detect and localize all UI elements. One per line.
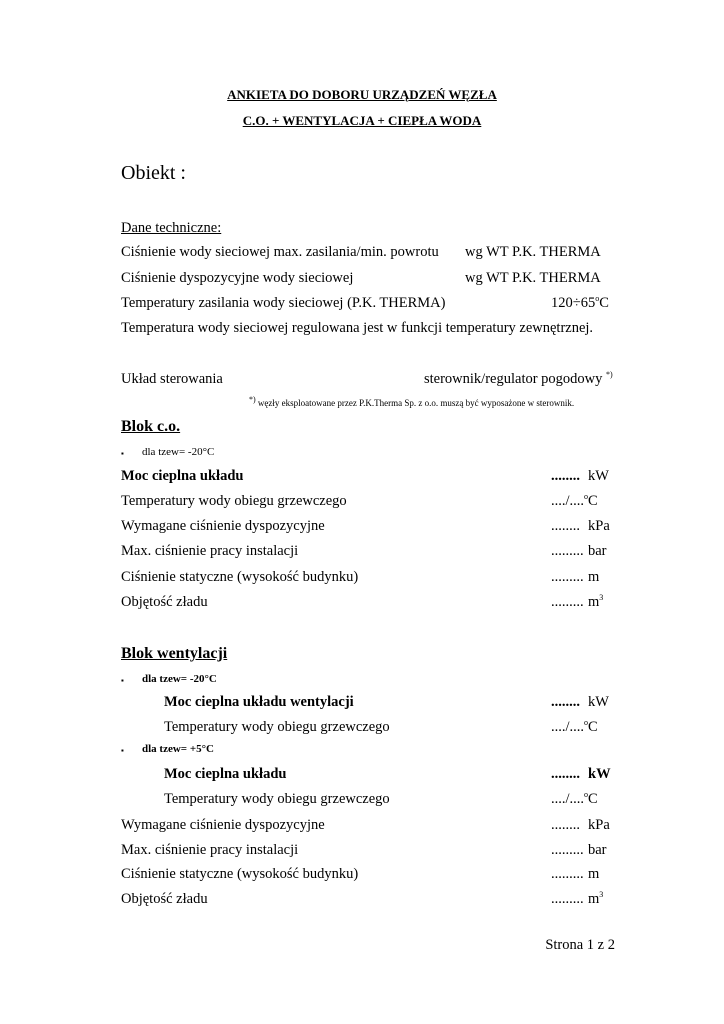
went-row-label: Wymagane ciśnienie dyspozycyjne [121, 817, 325, 833]
tech-row-label: Ciśnienie wody sieciowej max. zasilania/min. powrotu [121, 244, 439, 260]
tech-row-value: wg WT P.K. THERMA [465, 270, 601, 286]
went-row-unit: bar [588, 842, 607, 858]
went-row-dots: ........ [551, 766, 580, 782]
tech-row-value: $120\div 65^oC$ [551, 294, 609, 311]
co-row-label: Wymagane ciśnienie dyspozycyjne [121, 518, 325, 534]
document-title-line1: ANKIETA DO DOBORU URZĄDZEŃ WĘZŁA [227, 87, 497, 102]
co-row-unit: kPa [588, 518, 610, 534]
went-row-dots: ......... [551, 866, 584, 882]
went-row-label: Temperatury wody obiegu grzewczego [164, 719, 390, 735]
went-row-dots: ........ [551, 817, 580, 833]
went-row-unit: kW [588, 694, 609, 710]
bullet-icon: ▪ [121, 676, 124, 685]
went-row-label: Ciśnienie statyczne (wysokość budynku) [121, 866, 359, 882]
obiekt-label: Obiekt : [121, 162, 186, 184]
control-label: Układ sterowania [121, 371, 223, 387]
went-condition-2: dla tzew= +5°C [142, 743, 214, 755]
co-row-dots: ......... [551, 594, 584, 610]
went-row-dots: ......... [551, 891, 584, 907]
co-row-label: Ciśnienie statyczne (wysokość budynku) [121, 569, 359, 585]
went-row-value: ..../....$^o$C [551, 718, 598, 735]
tech-row-value: wg WT P.K. THERMA [465, 244, 601, 260]
went-row-unit: kW [588, 766, 611, 782]
co-row-unit: kW [588, 468, 609, 484]
co-row-label: Max. ciśnienie pracy instalacji [121, 543, 299, 559]
co-row-value: ..../....$^o$C [551, 492, 598, 509]
co-row-unit: bar [588, 543, 607, 559]
went-row-label: Moc cieplna układu [164, 766, 287, 782]
co-row-unit: $m^3$ [588, 593, 604, 610]
co-row-label: Temperatury wody obiegu grzewczego [121, 493, 347, 509]
tech-row-label: Temperatury zasilania wody sieciowej (P.K. THERMA) [121, 295, 446, 311]
went-row-unit: $m^3$ [588, 890, 604, 907]
went-row-unit: kPa [588, 817, 610, 833]
co-row-label: Objętość zładu [121, 594, 208, 610]
blok-co-heading: Blok c.o. [121, 418, 181, 435]
tech-note: Temperatura wody sieciowej regulowana jest w funkcji temperatury zewnętrznej. [121, 320, 594, 336]
control-footnote: *) węzły eksploatowane przez P.K.Therma Sp. z o.o. muszą być wyposażone w sterownik. [249, 395, 575, 408]
bullet-icon: ▪ [121, 746, 124, 755]
went-row-dots: ........ [551, 694, 580, 710]
co-row-dots: ......... [551, 543, 584, 559]
went-row-value: ..../....$^o$C [551, 790, 598, 807]
blok-co-condition: dla tzew= -20°C [142, 446, 215, 458]
co-row-unit: m [588, 569, 600, 585]
tech-heading: Dane techniczne: [121, 220, 222, 236]
co-row-dots: ......... [551, 569, 584, 585]
bullet-icon: ▪ [121, 449, 124, 458]
went-row-unit: m [588, 866, 600, 882]
went-condition-1: dla tzew= -20°C [142, 673, 217, 685]
went-row-label: Objętość zładu [121, 891, 208, 907]
tech-row-label: Ciśnienie dyspozycyjne wody sieciowej [121, 270, 354, 286]
control-value: sterownik/regulator pogodowy *) [424, 370, 613, 387]
blok-went-heading: Blok wentylacji [121, 645, 228, 662]
document-title-line2: C.O. + WENTYLACJA + CIEPŁA WODA [242, 113, 482, 128]
went-row-dots: ......... [551, 842, 584, 858]
co-row-dots: ........ [551, 518, 580, 534]
went-row-label: Temperatury wody obiegu grzewczego [164, 791, 390, 807]
co-row-dots: ........ [551, 468, 580, 484]
page-number: Strona 1 z 2 [545, 937, 615, 953]
co-row-label: Moc cieplna układu [121, 468, 244, 484]
went-row-label: Max. ciśnienie pracy instalacji [121, 842, 299, 858]
went-row-label: Moc cieplna układu wentylacji [164, 694, 354, 710]
